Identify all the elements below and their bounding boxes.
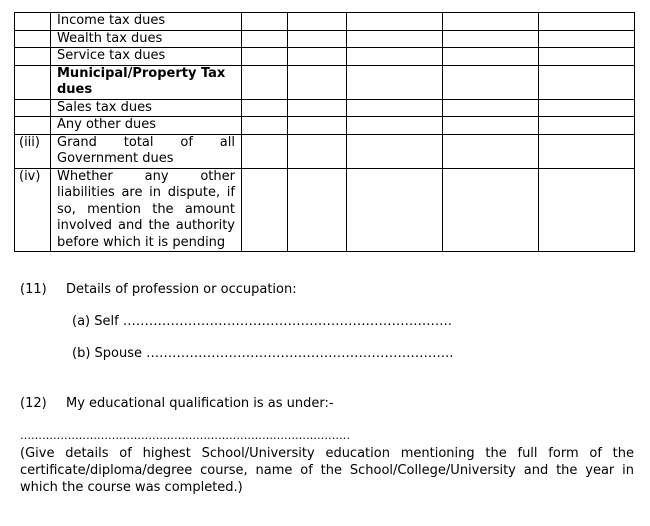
empty-cell [443, 13, 539, 31]
empty-cell [347, 48, 443, 66]
row-number [15, 13, 51, 31]
empty-cell [443, 168, 539, 252]
item-text: My educational qualification is as under:- [66, 396, 334, 411]
empty-cell [539, 30, 635, 48]
empty-cell [347, 99, 443, 117]
row-number [15, 117, 51, 135]
empty-cell [347, 134, 443, 168]
row-label: Grand total of all Government dues [51, 134, 242, 168]
table-row [15, 99, 635, 117]
empty-cell [288, 48, 347, 66]
row-number: (iii) [15, 134, 51, 168]
empty-cell [443, 65, 539, 99]
empty-cell [443, 30, 539, 48]
empty-cell [242, 134, 288, 168]
row-number [15, 65, 51, 99]
table-row [15, 117, 635, 135]
empty-cell [242, 65, 288, 99]
empty-cell [539, 117, 635, 135]
table-row [15, 65, 635, 99]
government-dues-table [14, 12, 635, 252]
empty-cell [242, 30, 288, 48]
empty-cell [288, 117, 347, 135]
empty-cell [539, 134, 635, 168]
item-12-heading [20, 396, 334, 413]
empty-cell [288, 13, 347, 31]
row-label: Municipal/Property Tax dues [51, 65, 242, 99]
empty-cell [347, 30, 443, 48]
empty-cell [539, 168, 635, 252]
empty-cell [539, 48, 635, 66]
table-row [15, 168, 635, 252]
empty-cell [242, 13, 288, 31]
empty-cell [443, 99, 539, 117]
empty-cell [347, 168, 443, 252]
table-row [15, 13, 635, 31]
row-label: Income tax dues [51, 13, 242, 31]
table-row [15, 30, 635, 48]
table-row [15, 48, 635, 66]
qualification-dots: ……………………………………………………………………………… [20, 429, 350, 442]
empty-cell [242, 48, 288, 66]
empty-cell [539, 99, 635, 117]
empty-cell [443, 48, 539, 66]
item-11-heading [20, 282, 297, 299]
item-number: (12) [20, 396, 47, 411]
empty-cell [242, 168, 288, 252]
empty-cell [288, 65, 347, 99]
empty-cell [347, 13, 443, 31]
empty-cell [242, 117, 288, 135]
empty-cell [347, 117, 443, 135]
table-row [15, 134, 635, 168]
item-text: Details of profession or occupation: [66, 282, 297, 297]
spouse-line: (b) Spouse …………………………………………………………….. [72, 346, 454, 361]
item-number: (11) [20, 282, 47, 297]
empty-cell [288, 168, 347, 252]
empty-cell [539, 13, 635, 31]
empty-cell [242, 99, 288, 117]
row-number: (iv) [15, 168, 51, 252]
empty-cell [288, 99, 347, 117]
row-number [15, 48, 51, 66]
row-label: Service tax dues [51, 48, 242, 66]
row-label: Sales tax dues [51, 99, 242, 117]
empty-cell [539, 65, 635, 99]
row-label: Whether any other liabilities are in dispute, if so, mention the amount involved and the authority before which it is pending [51, 168, 242, 252]
qualification-note: (Give details of highest School/University education mentioning the full form of the certificate/diploma/degree course, name of the School/College/University and the year in which the course was completed.) [20, 446, 634, 495]
row-label: Wealth tax dues [51, 30, 242, 48]
empty-cell [443, 134, 539, 168]
empty-cell [347, 65, 443, 99]
row-number [15, 30, 51, 48]
empty-cell [288, 134, 347, 168]
empty-cell [443, 117, 539, 135]
self-line: (a) Self …………………………………………………………………. [72, 314, 452, 329]
empty-cell [288, 30, 347, 48]
row-number [15, 99, 51, 117]
row-label: Any other dues [51, 117, 242, 135]
